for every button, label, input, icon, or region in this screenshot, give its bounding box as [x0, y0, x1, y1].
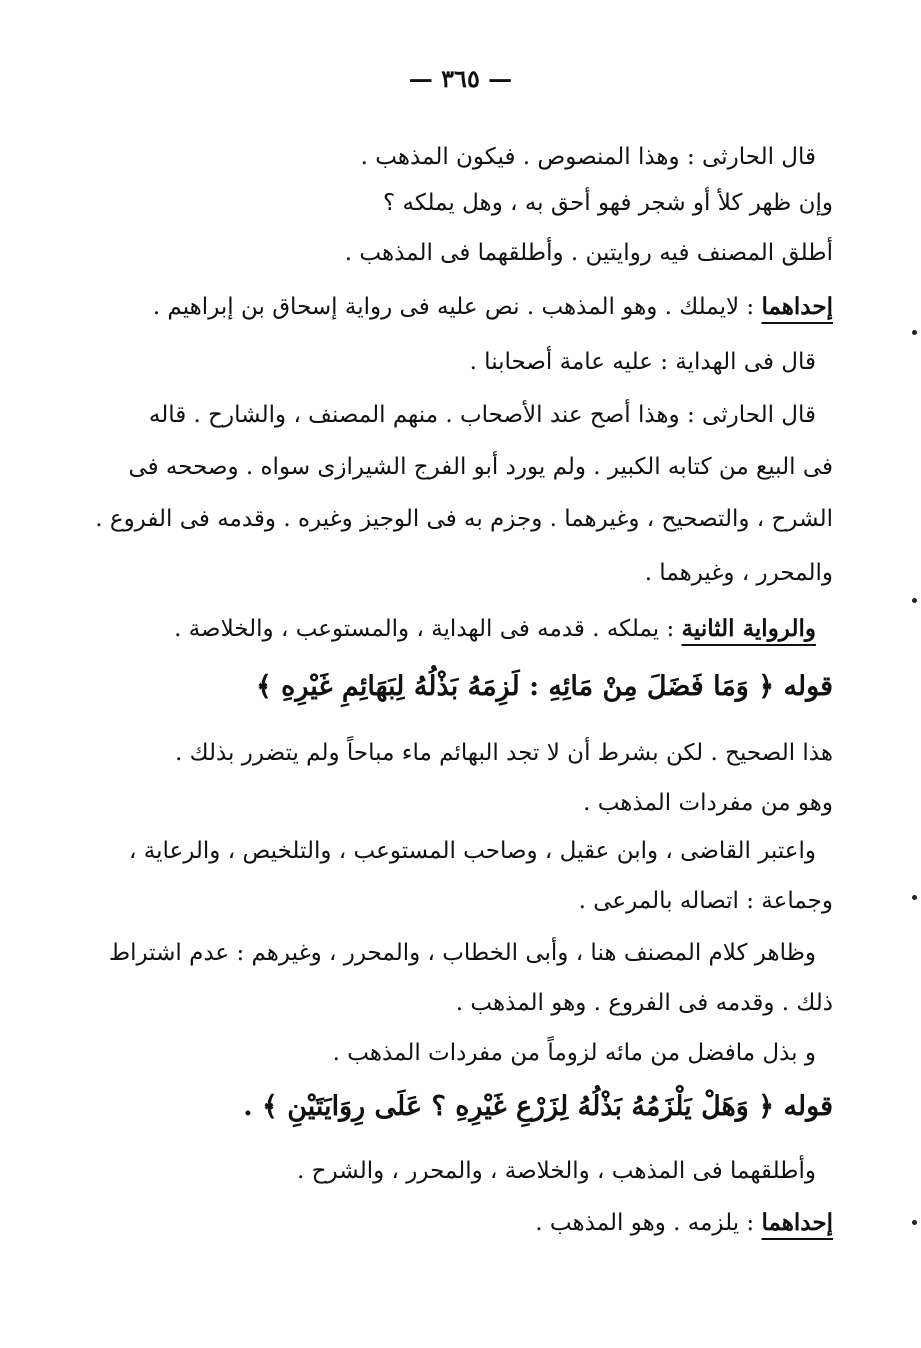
text-line: هذا الصحيح . لكن بشرط أن لا تجد البهائم ماء مباحاً ولم يتضرر بذلك .	[174, 740, 833, 766]
text-line: و بذل مافضل من مائه لزوماً من مفردات المذهب .	[332, 1040, 816, 1066]
text-line: وظاهر كلام المصنف هنا ، وأبى الخطاب ، والمحرر ، وغيرهم : عدم اشتراط	[108, 940, 816, 966]
text-line: والمحرر ، وغيرهما .	[644, 560, 833, 586]
text-line: إحداهما : لايملك . وهو المذهب . نص عليه فى رواية إسحاق بن إبراهيم .	[152, 293, 833, 320]
margin-dot	[912, 895, 917, 900]
text-line: قال الحارثى : وهذا المنصوص . فيكون المذهب .	[360, 144, 816, 170]
quoted-heading: قوله ﴿ وَمَا فَضَلَ مِنْ مَائِهِ : لَزِمَهُ بَذْلُهُ لِبَهَائِمِ غَيْرِهِ ﴾	[255, 671, 833, 702]
lead-word: إحداهما	[761, 1209, 833, 1236]
lead-word: والرواية الثانية	[681, 615, 816, 642]
lead-word: إحداهما	[761, 293, 833, 320]
text-line: الشرح ، والتصحيح ، وغيرهما . وجزم به فى الوجيز وغيره . وقدمه فى الفروع .	[95, 506, 833, 532]
text-line: وهو من مفردات المذهب .	[583, 790, 833, 816]
margin-dot	[912, 1220, 917, 1225]
text-line: وإن ظهر كلأ أو شجر فهو أحق به ، وهل يملكه ؟	[382, 190, 833, 216]
text-line: وجماعة : اتصاله بالمرعى .	[578, 888, 833, 914]
text-line: والرواية الثانية : يملكه . قدمه فى الهداية ، والمستوعب ، والخلاصة .	[174, 615, 816, 642]
text-line: وأطلقهما فى المذهب ، والخلاصة ، والمحرر ، والشرح .	[297, 1158, 816, 1184]
text-line: أطلق المصنف فيه روايتين . وأطلقهما فى المذهب .	[344, 240, 833, 266]
page-number: — ٣٦٥ —	[408, 64, 513, 93]
margin-dot	[912, 330, 917, 335]
text-line: ذلك . وقدمه فى الفروع . وهو المذهب .	[455, 990, 833, 1016]
margin-dot	[912, 598, 917, 603]
text-line: واعتبر القاضى ، وابن عقيل ، وصاحب المستوعب ، والتلخيص ، والرعاية ،	[129, 838, 816, 864]
text-line: قال الحارثى : وهذا أصح عند الأصحاب . منهم المصنف ، والشارح . قاله	[148, 402, 816, 428]
text-line: إحداهما : يلزمه . وهو المذهب .	[535, 1209, 833, 1236]
quoted-heading: قوله ﴿ وَهَلْ يَلْزَمُهُ بَذْلُهُ لِزَرْعِ غَيْرِهِ ؟ عَلَى رِوَايَتَيْنِ ﴾ .	[243, 1091, 833, 1122]
text-line: قال فى الهداية : عليه عامة أصحابنا .	[469, 349, 816, 375]
text-line: فى البيع من كتابه الكبير . ولم يورد أبو الفرج الشيرازى سواه . وصححه فى	[128, 454, 833, 480]
